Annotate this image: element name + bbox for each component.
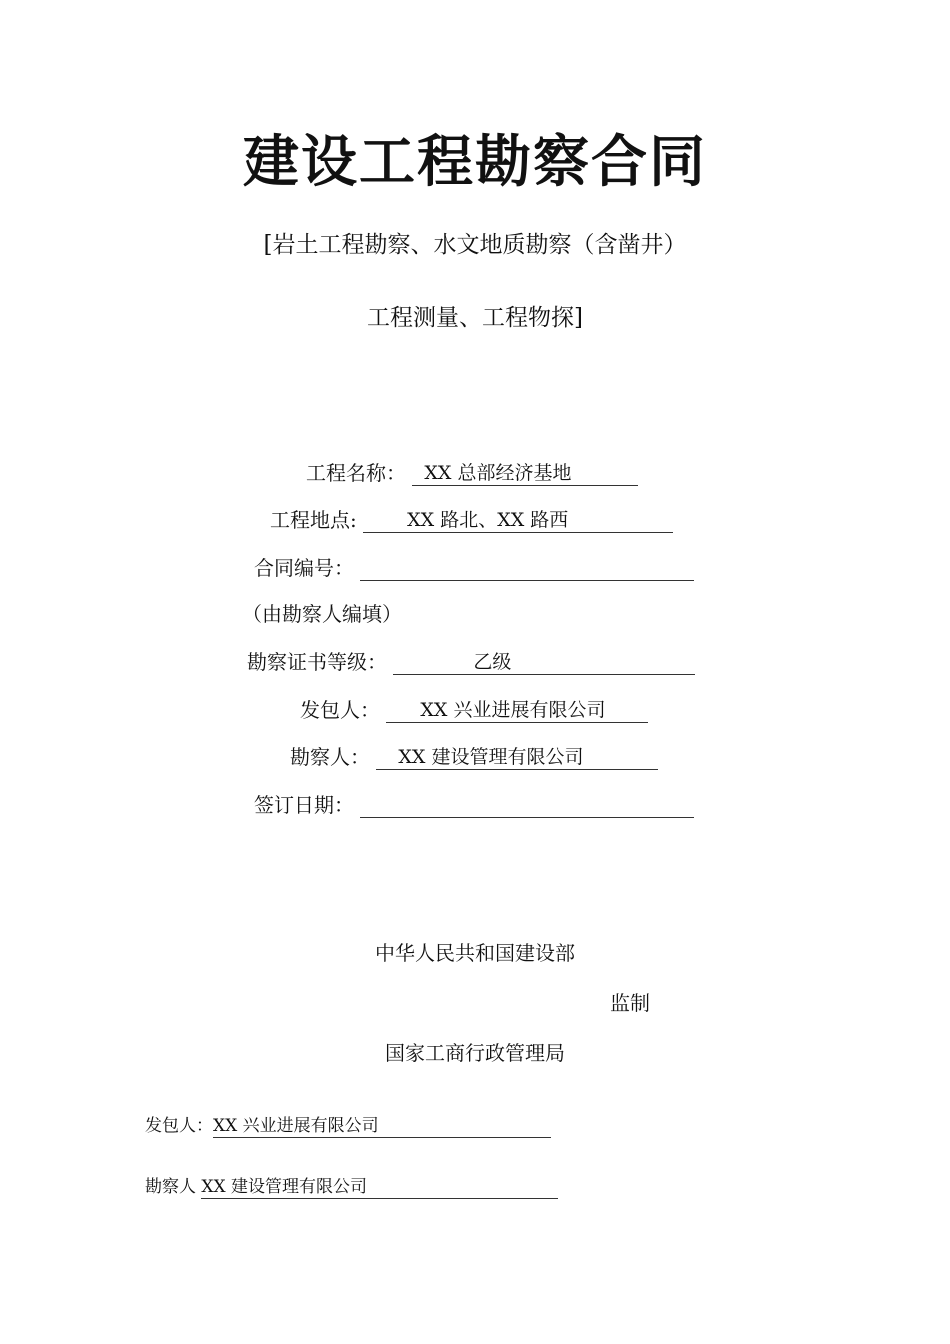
footer-surveyor-row [145,1176,558,1199]
footer-employer-label: 发包人： [145,1116,213,1136]
filled-by-label: （由勘察人编填） [242,602,402,626]
footer-employer-field: XX 兴业进展有限公司 [213,1115,551,1138]
cert-grade-field: 乙级 [393,649,695,675]
supervision-label: 监制 [610,991,650,1015]
subtitle-line-1: [岩土工程勘察、水文地质勘察（含凿井） [263,232,687,258]
employer-row [300,697,648,723]
employer-label: 发包人： [300,698,380,722]
project-name-field: XX 总部经济基地 [412,460,638,486]
footer-surveyor-label: 勘察人 [145,1177,202,1197]
employer-field: XX 兴业进展有限公司 [386,697,648,723]
surveyor-row [290,744,658,770]
subtitle-line-2: 工程测量、工程物探] [367,305,583,331]
surveyor-label: 勘察人： [290,745,370,769]
project-site-row [270,507,673,533]
cert-grade-row [247,649,695,675]
supervising-org-1: 中华人民共和国建设部 [375,941,575,965]
sign-date-row [254,791,694,818]
contract-no-label: 合同编号： [254,556,354,580]
footer-surveyor-field: XX 建设管理有限公司 [201,1176,558,1199]
contract-no-row [254,554,694,581]
sign-date-field [360,791,694,818]
project-name-label: 工程名称： [306,461,406,485]
footer-employer-row [145,1115,551,1138]
document-title: 建设工程勘察合同 [243,130,707,195]
filled-by-note [242,601,402,627]
sign-date-label: 签订日期： [254,793,354,817]
project-site-field: XX 路北、XX 路西 [363,507,673,533]
project-name-row [306,460,638,486]
cert-grade-label: 勘察证书等级： [247,650,387,674]
project-site-label: 工程地点: [270,508,357,532]
surveyor-field: XX 建设管理有限公司 [376,744,658,770]
supervising-org-2: 国家工商行政管理局 [385,1041,565,1065]
contract-no-field [360,554,694,581]
